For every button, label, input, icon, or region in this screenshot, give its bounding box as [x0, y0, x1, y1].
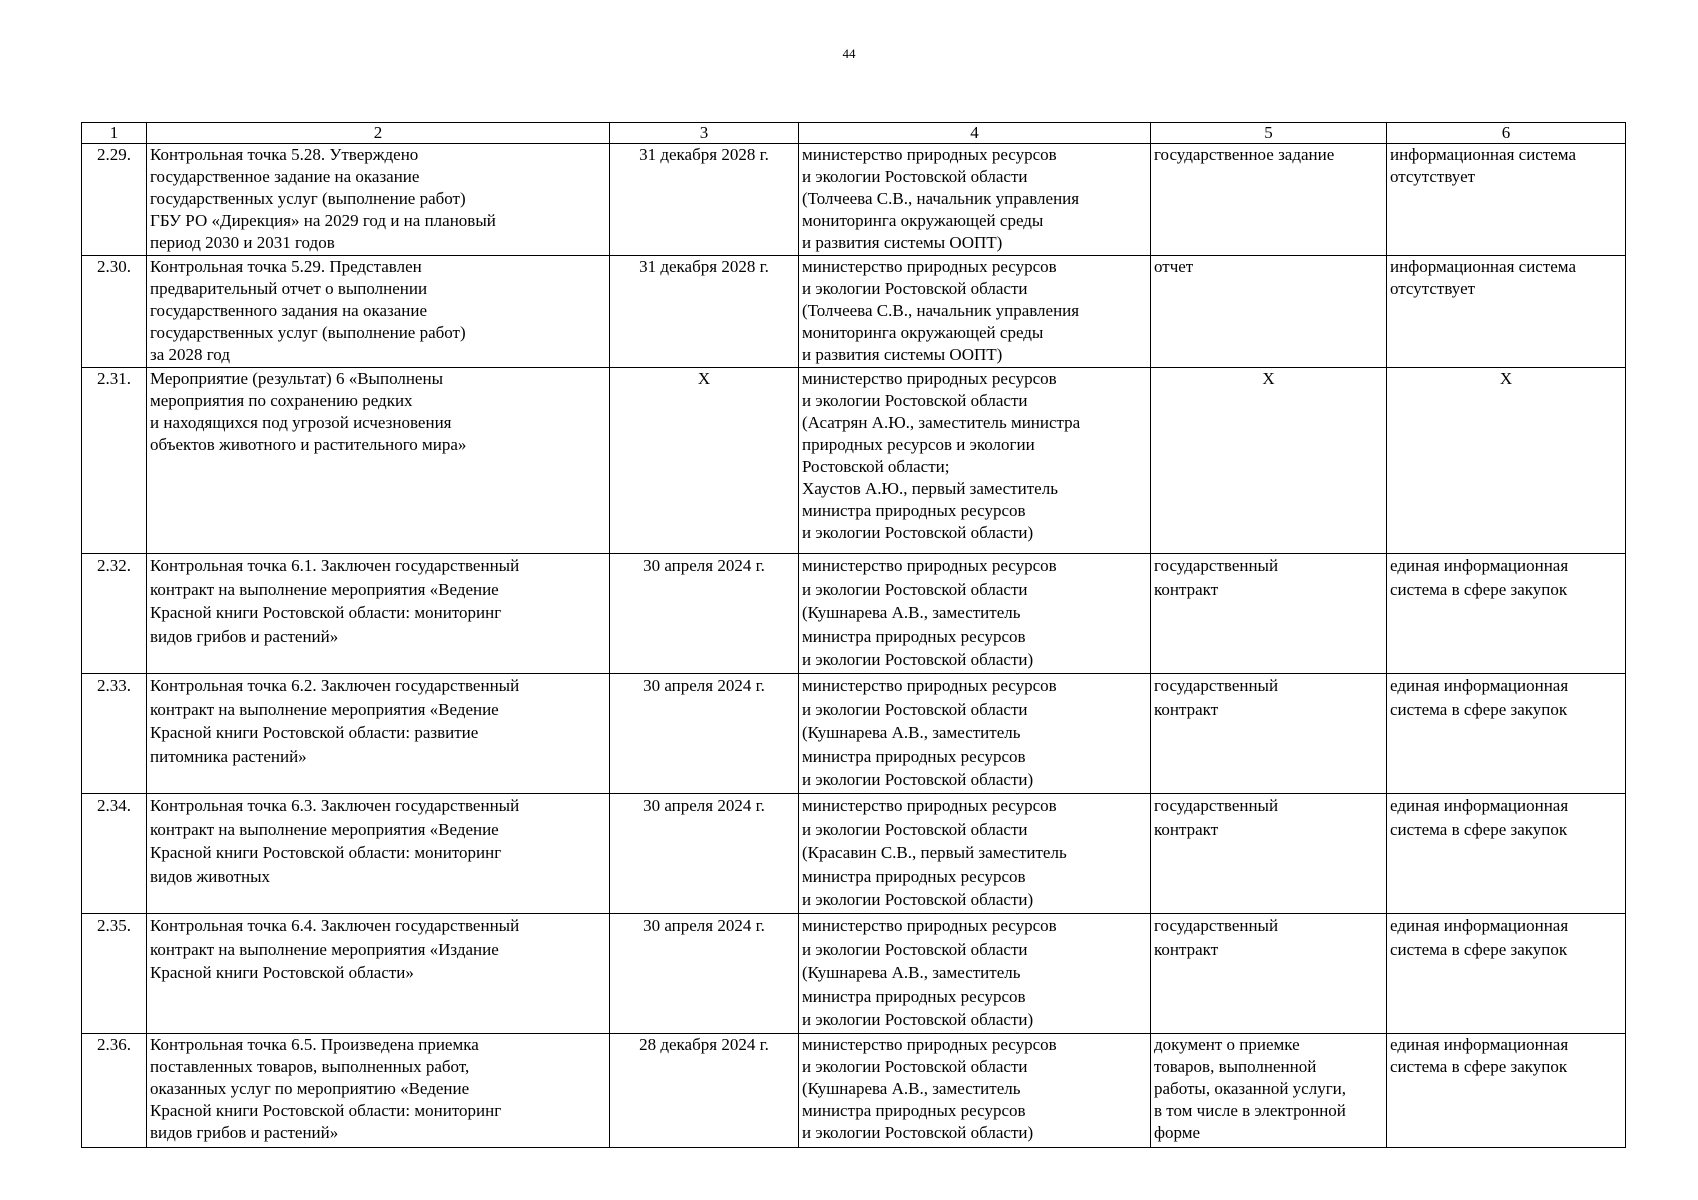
- cell-text-line: и экологии Ростовской области): [802, 890, 1034, 909]
- row-number-cell: 2.32.: [82, 554, 147, 674]
- cell-text-line: видов животных: [150, 866, 271, 886]
- cell-text-line: оказанных услуг по мероприятию «Ведение: [150, 1079, 470, 1098]
- deadline-cell: 30 апреля 2024 г.: [610, 794, 799, 914]
- cell-text-line: (Кушнарева А.В., заместитель: [802, 723, 1021, 742]
- table-row: [82, 914, 1626, 1034]
- cell-text-line: система в сфере закупок: [1390, 699, 1568, 719]
- cell-text-line: документ о приемке: [1154, 1035, 1300, 1054]
- page-number: 44: [842, 46, 856, 61]
- row-number-cell: 2.35.: [82, 914, 147, 1034]
- column-header: 5: [1151, 123, 1387, 144]
- table-header-row: [82, 123, 1626, 144]
- cell-text-line: государственный: [1154, 916, 1279, 935]
- cell-text-line: видов грибов и растений»: [150, 626, 339, 646]
- information-system-cell: [1387, 674, 1626, 794]
- table-row: [82, 368, 1626, 554]
- cell-text-line: Хаустов А.Ю., первый заместитель: [802, 479, 1058, 498]
- cell-text-line: и экологии Ростовской области: [802, 279, 1028, 298]
- cell-text-line: единая информационная: [1390, 1035, 1569, 1054]
- table-row: [82, 144, 1626, 256]
- document-type-cell: [1151, 144, 1387, 256]
- cell-text-line: министерство природных ресурсов: [802, 145, 1057, 164]
- cell-text-line: (Толчеева С.В., начальник управления: [802, 301, 1080, 320]
- cell-text-line: природных ресурсов и экологии: [802, 435, 1035, 454]
- cell-text-line: период 2030 и 2031 годов: [150, 233, 335, 252]
- cell-text-line: товаров, выполненной: [1154, 1057, 1317, 1076]
- cell-text-line: мероприятия по сохранению редких: [150, 391, 413, 410]
- document-type-cell: [1151, 256, 1387, 368]
- control-point-name-cell: [147, 914, 610, 1034]
- cell-text-line: и развития системы ООПТ): [802, 233, 1003, 252]
- deadline-cell: 28 декабря 2024 г.: [610, 1034, 799, 1148]
- document-type-cell: [1151, 368, 1387, 554]
- responsible-cell: [799, 554, 1151, 674]
- cell-text-line: Контрольная точка 5.29. Представлен: [150, 257, 422, 276]
- control-points-table: [81, 122, 1626, 1148]
- control-point-name-cell: [147, 144, 610, 256]
- cell-text-line: министерство природных ресурсов: [802, 796, 1057, 815]
- cell-text-line: (Красавин С.В., первый заместитель: [802, 843, 1067, 862]
- column-header: 3: [610, 123, 799, 144]
- cell-text-line: за 2028 год: [150, 345, 230, 364]
- cell-text-line: Контрольная точка 5.28. Утверждено: [150, 145, 419, 164]
- responsible-cell: [799, 674, 1151, 794]
- cell-text-line: Ростовской области;: [802, 457, 950, 476]
- cell-text-line: министра природных ресурсов: [802, 866, 1026, 886]
- cell-text-line: и находящихся под угрозой исчезновения: [150, 413, 452, 432]
- cell-text-line: система в сфере закупок: [1390, 819, 1568, 839]
- information-system-cell: [1387, 144, 1626, 256]
- cell-text-line: министерство природных ресурсов: [802, 1035, 1057, 1054]
- row-number-cell: 2.29.: [82, 144, 147, 256]
- cell-text-line: министра природных ресурсов: [802, 1101, 1026, 1120]
- row-number-cell: 2.36.: [82, 1034, 147, 1148]
- document-type-cell: [1151, 794, 1387, 914]
- cell-text-line: министерство природных ресурсов: [802, 257, 1057, 276]
- cell-text-line: государственный: [1154, 796, 1279, 815]
- information-system-cell: [1387, 914, 1626, 1034]
- cell-text-line: контракт на выполнение мероприятия «Издание: [150, 939, 499, 959]
- cell-text-line: ГБУ РО «Дирекция» на 2029 год и на плановый: [150, 211, 496, 230]
- control-point-name-cell: [147, 554, 610, 674]
- responsible-cell: [799, 914, 1151, 1034]
- control-point-name-cell: [147, 256, 610, 368]
- cell-text-line: в том числе в электронной: [1154, 1101, 1346, 1120]
- control-point-name-cell: [147, 794, 610, 914]
- table-row: [82, 674, 1626, 794]
- cell-text-line: и экологии Ростовской области): [802, 1123, 1034, 1142]
- cell-text-line: контракт: [1154, 699, 1219, 719]
- cell-text-line: информационная система: [1390, 145, 1576, 164]
- row-number-cell: 2.30.: [82, 256, 147, 368]
- cell-text-line: информационная система: [1390, 257, 1576, 276]
- cell-text-line: и экологии Ростовской области): [802, 650, 1034, 669]
- column-header: 4: [799, 123, 1151, 144]
- column-header: 1: [82, 123, 147, 144]
- cell-text-line: министра природных ресурсов: [802, 501, 1026, 520]
- cell-text-line: и развития системы ООПТ): [802, 345, 1003, 364]
- cell-text-line: видов грибов и растений»: [150, 1123, 339, 1142]
- cell-text-line: единая информационная: [1390, 556, 1569, 575]
- deadline-cell: 31 декабря 2028 г.: [610, 144, 799, 256]
- cell-text-line: мониторинга окружающей среды: [802, 323, 1044, 342]
- cell-text-line: отчет: [1154, 257, 1194, 276]
- information-system-cell: [1387, 256, 1626, 368]
- cell-text-line: предварительный отчет о выполнении: [150, 279, 428, 298]
- control-point-name-cell: [147, 368, 610, 554]
- control-point-name-cell: [147, 1034, 610, 1148]
- cell-text-line: министерство природных ресурсов: [802, 676, 1057, 695]
- cell-text-line: (Кушнарева А.В., заместитель: [802, 603, 1021, 622]
- cell-text-line: единая информационная: [1390, 676, 1569, 695]
- cell-text-line: (Кушнарева А.В., заместитель: [802, 1079, 1021, 1098]
- responsible-cell: [799, 256, 1151, 368]
- document-type-cell: [1151, 674, 1387, 794]
- column-header: 6: [1387, 123, 1626, 144]
- cell-text-line: министерство природных ресурсов: [802, 369, 1057, 388]
- information-system-cell: [1387, 1034, 1626, 1148]
- deadline-cell: 31 декабря 2028 г.: [610, 256, 799, 368]
- cell-text-line: Контрольная точка 6.1. Заключен государственный: [150, 556, 520, 575]
- control-point-name-cell: [147, 674, 610, 794]
- responsible-cell: [799, 794, 1151, 914]
- cell-text-line: министерство природных ресурсов: [802, 556, 1057, 575]
- document-type-cell: [1151, 554, 1387, 674]
- information-system-cell: [1387, 794, 1626, 914]
- cell-text-line: X: [1262, 369, 1275, 388]
- cell-text-line: и экологии Ростовской области: [802, 579, 1028, 599]
- row-number-cell: 2.31.: [82, 368, 147, 554]
- cell-text-line: Красной книги Ростовской области: мониторинг: [150, 1101, 502, 1120]
- cell-text-line: отсутствует: [1390, 167, 1476, 186]
- cell-text-line: государственный: [1154, 676, 1279, 695]
- cell-text-line: контракт на выполнение мероприятия «Ведение: [150, 579, 499, 599]
- cell-text-line: Контрольная точка 6.2. Заключен государственный: [150, 676, 520, 695]
- cell-text-line: контракт: [1154, 939, 1219, 959]
- cell-text-line: Контрольная точка 6.5. Произведена приемка: [150, 1035, 479, 1054]
- cell-text-line: контракт: [1154, 579, 1219, 599]
- cell-text-line: государственное задание: [1154, 145, 1335, 164]
- responsible-cell: [799, 144, 1151, 256]
- cell-text-line: (Толчеева С.В., начальник управления: [802, 189, 1080, 208]
- cell-text-line: работы, оказанной услуги,: [1154, 1079, 1347, 1098]
- cell-text-line: Мероприятие (результат) 6 «Выполнены: [150, 369, 444, 388]
- cell-text-line: X: [1499, 369, 1513, 388]
- cell-text-line: (Кушнарева А.В., заместитель: [802, 963, 1021, 982]
- cell-text-line: Красной книги Ростовской области: мониторинг: [150, 843, 502, 862]
- cell-text-line: и экологии Ростовской области: [802, 1057, 1028, 1076]
- cell-text-line: поставленных товаров, выполненных работ,: [150, 1057, 470, 1076]
- cell-text-line: государственное задание на оказание: [150, 167, 420, 186]
- cell-text-line: Красной книги Ростовской области: мониторинг: [150, 603, 502, 622]
- cell-text-line: министра природных ресурсов: [802, 626, 1026, 646]
- cell-text-line: Контрольная точка 6.4. Заключен государственный: [150, 916, 520, 935]
- row-number-cell: 2.34.: [82, 794, 147, 914]
- cell-text-line: (Асатрян А.Ю., заместитель министра: [802, 413, 1081, 432]
- document-type-cell: [1151, 914, 1387, 1034]
- cell-text-line: и экологии Ростовской области: [802, 699, 1028, 719]
- information-system-cell: [1387, 554, 1626, 674]
- table-row: [82, 554, 1626, 674]
- cell-text-line: мониторинга окружающей среды: [802, 211, 1044, 230]
- cell-text-line: и экологии Ростовской области): [802, 523, 1034, 542]
- cell-text-line: Красной книги Ростовской области: развитие: [150, 723, 479, 742]
- information-system-cell: [1387, 368, 1626, 554]
- cell-text-line: отсутствует: [1390, 279, 1476, 298]
- cell-text-line: и экологии Ростовской области: [802, 391, 1028, 410]
- cell-text-line: система в сфере закупок: [1390, 579, 1568, 599]
- cell-text-line: и экологии Ростовской области): [802, 770, 1034, 789]
- responsible-cell: [799, 368, 1151, 554]
- cell-text-line: и экологии Ростовской области): [802, 1010, 1034, 1029]
- deadline-cell: 30 апреля 2024 г.: [610, 914, 799, 1034]
- cell-text-line: система в сфере закупок: [1390, 1057, 1568, 1076]
- deadline-cell: 30 апреля 2024 г.: [610, 674, 799, 794]
- cell-text-line: форме: [1154, 1123, 1201, 1142]
- cell-text-line: министра природных ресурсов: [802, 746, 1026, 766]
- cell-text-line: питомника растений»: [150, 746, 307, 766]
- column-header: 2: [147, 123, 610, 144]
- table-row: [82, 1034, 1626, 1148]
- cell-text-line: государственных услуг (выполнение работ): [150, 323, 466, 342]
- cell-text-line: и экологии Ростовской области: [802, 167, 1028, 186]
- cell-text-line: государственных услуг (выполнение работ): [150, 189, 466, 208]
- deadline-cell: X: [610, 368, 799, 554]
- deadline-cell: 30 апреля 2024 г.: [610, 554, 799, 674]
- cell-text-line: министра природных ресурсов: [802, 986, 1026, 1006]
- cell-text-line: государственного задания на оказание: [150, 301, 428, 320]
- cell-text-line: система в сфере закупок: [1390, 939, 1568, 959]
- cell-text-line: министерство природных ресурсов: [802, 916, 1057, 935]
- cell-text-line: и экологии Ростовской области: [802, 939, 1028, 959]
- responsible-cell: [799, 1034, 1151, 1148]
- table-row: [82, 256, 1626, 368]
- cell-text-line: контракт на выполнение мероприятия «Ведение: [150, 699, 499, 719]
- cell-text-line: контракт на выполнение мероприятия «Ведение: [150, 819, 499, 839]
- cell-text-line: Контрольная точка 6.3. Заключен государственный: [150, 796, 520, 815]
- cell-text-line: единая информационная: [1390, 796, 1569, 815]
- cell-text-line: государственный: [1154, 556, 1279, 575]
- cell-text-line: единая информационная: [1390, 916, 1569, 935]
- cell-text-line: объектов животного и растительного мира»: [150, 435, 467, 454]
- document-type-cell: [1151, 1034, 1387, 1148]
- cell-text-line: контракт: [1154, 819, 1219, 839]
- cell-text-line: Красной книги Ростовской области»: [150, 963, 414, 982]
- table-row: [82, 794, 1626, 914]
- row-number-cell: 2.33.: [82, 674, 147, 794]
- cell-text-line: и экологии Ростовской области: [802, 819, 1028, 839]
